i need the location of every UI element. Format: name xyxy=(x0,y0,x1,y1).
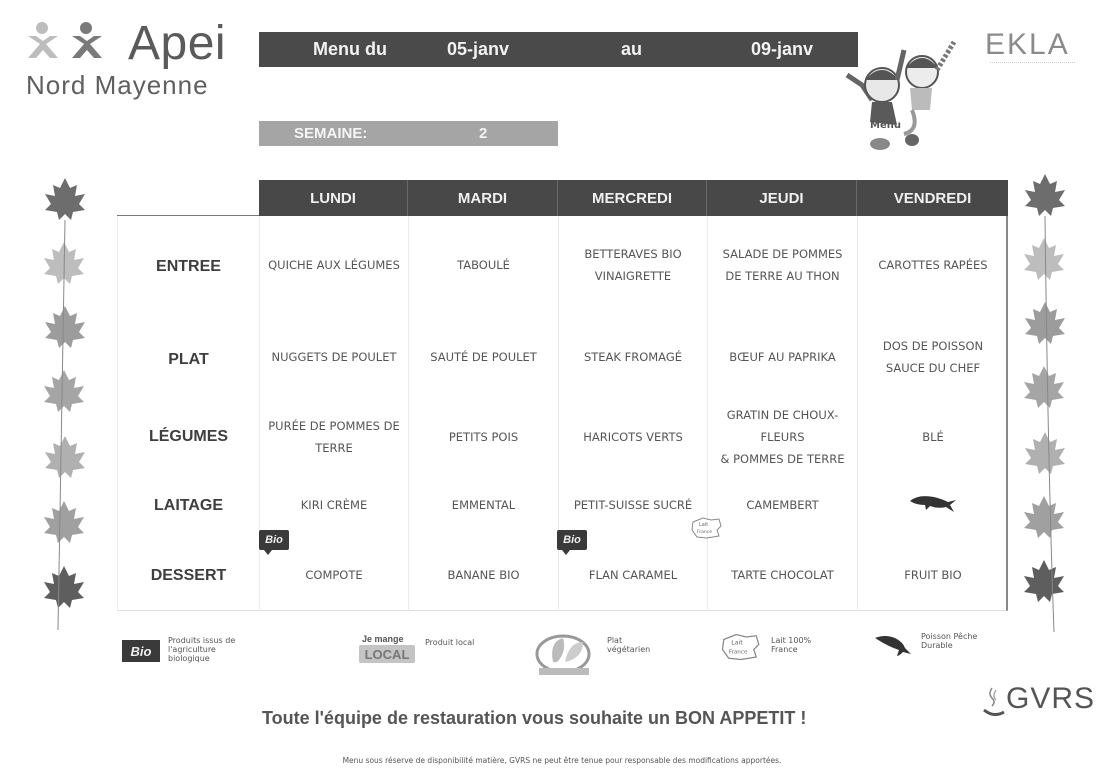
legend-label: Lait 100% France xyxy=(771,636,812,654)
org-name: Apei xyxy=(128,17,227,70)
table-cell: COMPOTE xyxy=(305,568,363,582)
day-header-vendredi: VENDREDI xyxy=(857,180,1008,216)
date-separator: au xyxy=(621,39,643,59)
legend-item-lait xyxy=(717,632,811,662)
kids-mascot-icon xyxy=(842,30,962,155)
table-cell: BETTERAVES BIO VINAIGRETTE xyxy=(584,247,682,283)
svg-text:France: France xyxy=(728,649,748,656)
row-label-legumes: LÉGUMES xyxy=(148,428,229,445)
day-header-jeudi: JEUDI xyxy=(707,180,857,216)
row-label-laitage: LAITAGE xyxy=(153,497,224,514)
table-cell: NUGGETS DE POULET xyxy=(271,350,397,364)
row-label-entree: ENTREE xyxy=(156,258,221,275)
row-label-plat: PLAT xyxy=(168,351,209,368)
day-header-mercredi: MERCREDI xyxy=(558,180,707,216)
svg-text:Lait: Lait xyxy=(699,522,709,528)
bon-appetit-message: Toute l'équipe de restauration vous souhaite un BON APPETIT ! xyxy=(262,708,807,728)
legend-label: Produit local xyxy=(425,638,475,647)
table-cell: EMMENTAL xyxy=(451,498,516,512)
vegetarian-leaf-icon xyxy=(529,632,599,676)
legend-label: Poisson Pêche Durable xyxy=(921,632,978,650)
steam-bowl-icon xyxy=(982,686,1006,718)
partner-logo: EKLA xyxy=(985,28,1070,61)
table-cell: CAMEMBERT xyxy=(746,498,819,512)
fish-icon xyxy=(908,492,958,516)
lait-france-icon xyxy=(689,516,723,540)
table-cell: SALADE DE POMMES DE TERRE AU THON xyxy=(722,247,843,283)
date-range-bar xyxy=(259,32,858,67)
table-cell: FRUIT BIO xyxy=(904,568,962,582)
day-header-mardi: MARDI xyxy=(408,180,558,216)
table-cell: PETITS POIS xyxy=(448,430,519,444)
svg-text:France: France xyxy=(697,530,712,535)
days-header xyxy=(259,180,1008,216)
bio-icon: Bio xyxy=(122,640,160,662)
bio-badge-icon: Bio xyxy=(557,530,587,550)
leaf-border-right-icon xyxy=(1010,170,1080,640)
lait-france-icon xyxy=(717,632,763,662)
menu-label: Menu du xyxy=(313,39,387,59)
apei-logo xyxy=(26,17,266,100)
legend-item-bio xyxy=(122,632,235,663)
table-cell: GRATIN DE CHOUX- FLEURS & POMMES DE TERRE xyxy=(720,408,845,466)
table-cell: DOS DE POISSON SAUCE DU CHEF xyxy=(882,339,984,375)
week-label: SEMAINE: xyxy=(294,125,368,142)
table-cell: BLÉ xyxy=(922,430,944,444)
partner-logo-tagline xyxy=(990,62,1075,64)
fish-icon xyxy=(873,632,913,658)
table-cell: TABOULÉ xyxy=(457,258,510,272)
date-from: 05-janv xyxy=(447,39,510,59)
leaf-border-left-icon xyxy=(30,170,100,640)
table-cell: FLAN CARAMEL xyxy=(588,568,678,582)
week-bar xyxy=(259,121,558,146)
apei-figures-icon xyxy=(26,22,116,66)
table-cell: SAUTÉ DE POULET xyxy=(430,350,537,364)
table-cell: HARICOTS VERTS xyxy=(583,430,683,444)
bio-badge-icon: Bio xyxy=(259,530,289,550)
table-cell: BANANE BIO xyxy=(447,568,520,582)
svg-text:Lait: Lait xyxy=(731,639,743,647)
legend-item-local xyxy=(359,632,474,670)
table-cell: QUICHE AUX LÉGUMES xyxy=(268,258,400,272)
legend xyxy=(117,632,1017,682)
table-cell: KIRI CRÈME xyxy=(300,498,368,512)
legend-item-fish xyxy=(873,632,977,658)
day-header-lundi: LUNDI xyxy=(259,180,408,216)
table-cell: PETIT-SUISSE SUCRÉ xyxy=(573,498,693,512)
row-label-dessert: DESSERT xyxy=(150,567,227,584)
org-subtitle: Nord Mayenne xyxy=(26,70,209,100)
date-to: 09-janv xyxy=(751,39,814,59)
table-cell: STEAK FROMAGÉ xyxy=(583,350,683,364)
week-number: 2 xyxy=(479,125,488,142)
table-cell: TARTE CHOCOLAT xyxy=(731,568,834,582)
legend-label: Plat végétarien xyxy=(607,636,651,654)
disclaimer: Menu sous réserve de disponibilité matière, GVRS ne peut être tenue pour responsable des modifications apportées. xyxy=(342,756,782,765)
legend-item-vegetarian xyxy=(529,632,650,676)
table-cell: CAROTTES RAPÉES xyxy=(878,258,988,272)
legend-label: Produits issus de l'agriculture biologique xyxy=(168,636,236,663)
svg-text:Menu: Menu xyxy=(870,120,901,131)
table-cell: PURÉE DE POMMES DE TERRE xyxy=(268,419,400,455)
gvrs-logo xyxy=(982,682,1096,720)
table-cell: BŒUF AU PAPRIKA xyxy=(729,350,836,364)
je-mange-local-icon: Je mange LOCAL xyxy=(359,632,417,670)
gvrs-brand: GVRS xyxy=(1006,682,1096,715)
